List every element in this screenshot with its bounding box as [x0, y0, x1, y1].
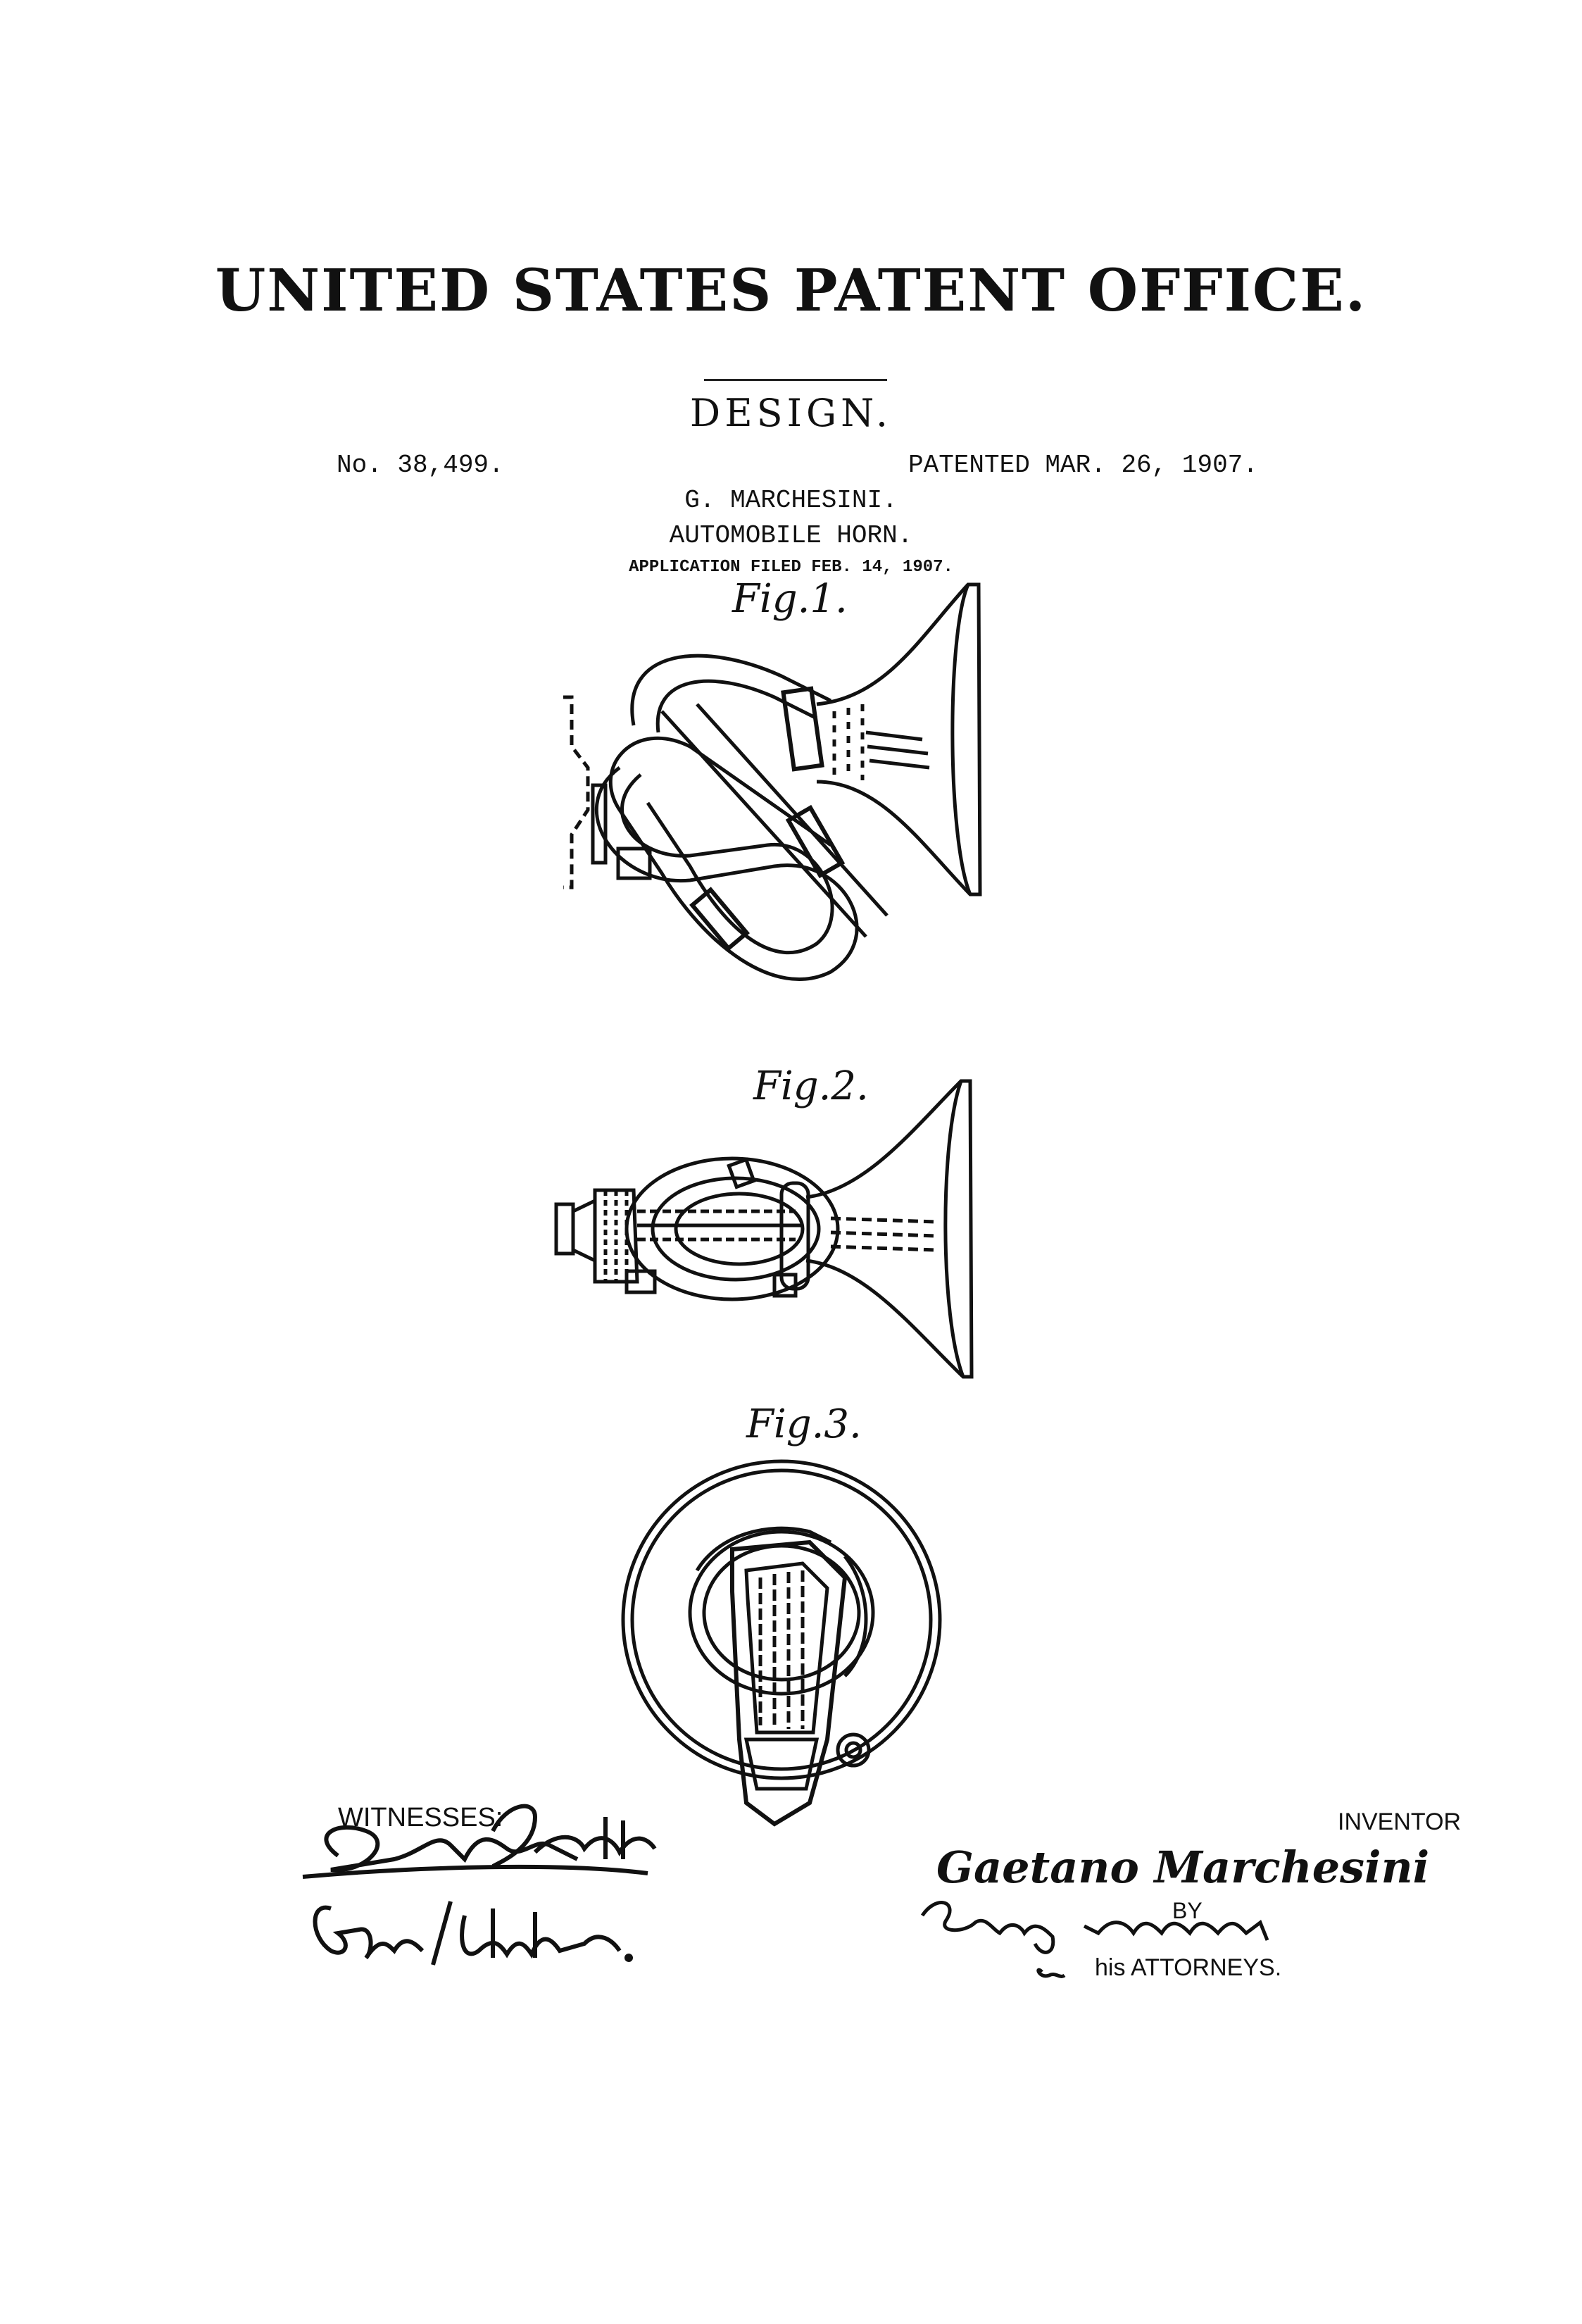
- patent-number: No. 38,499.: [337, 451, 504, 480]
- figure-1-label: Fig.1.: [732, 576, 848, 622]
- filing-line: APPLICATION FILED FEB. 14, 1907.: [629, 558, 953, 577]
- witnesses-label: WITNESSES:: [338, 1803, 503, 1832]
- document-type-heading: DESIGN.: [689, 391, 893, 435]
- figure-2-drawing: [556, 1081, 972, 1377]
- inventor-label: INVENTOR: [1338, 1808, 1462, 1835]
- patent-date: PATENTED MAR. 26, 1907.: [908, 451, 1258, 480]
- figure-3-drawing: [623, 1461, 940, 1824]
- witness-signature-2: [315, 1901, 632, 1965]
- figure-3-label: Fig.3.: [746, 1401, 862, 1447]
- attorneys-label: his ATTORNEYS.: [1095, 1954, 1282, 1981]
- figure-2-label: Fig.2.: [753, 1063, 869, 1109]
- invention-title: AUTOMOBILE HORN.: [669, 521, 913, 550]
- inventor-signature: Gaetano Marchesini: [936, 1842, 1430, 1893]
- inventor-name: G. MARCHESINI.: [684, 486, 898, 515]
- figure-1-drawing: [563, 585, 980, 980]
- office-title: UNITED STATES PATENT OFFICE.: [215, 257, 1367, 325]
- by-label: BY: [1172, 1898, 1203, 1923]
